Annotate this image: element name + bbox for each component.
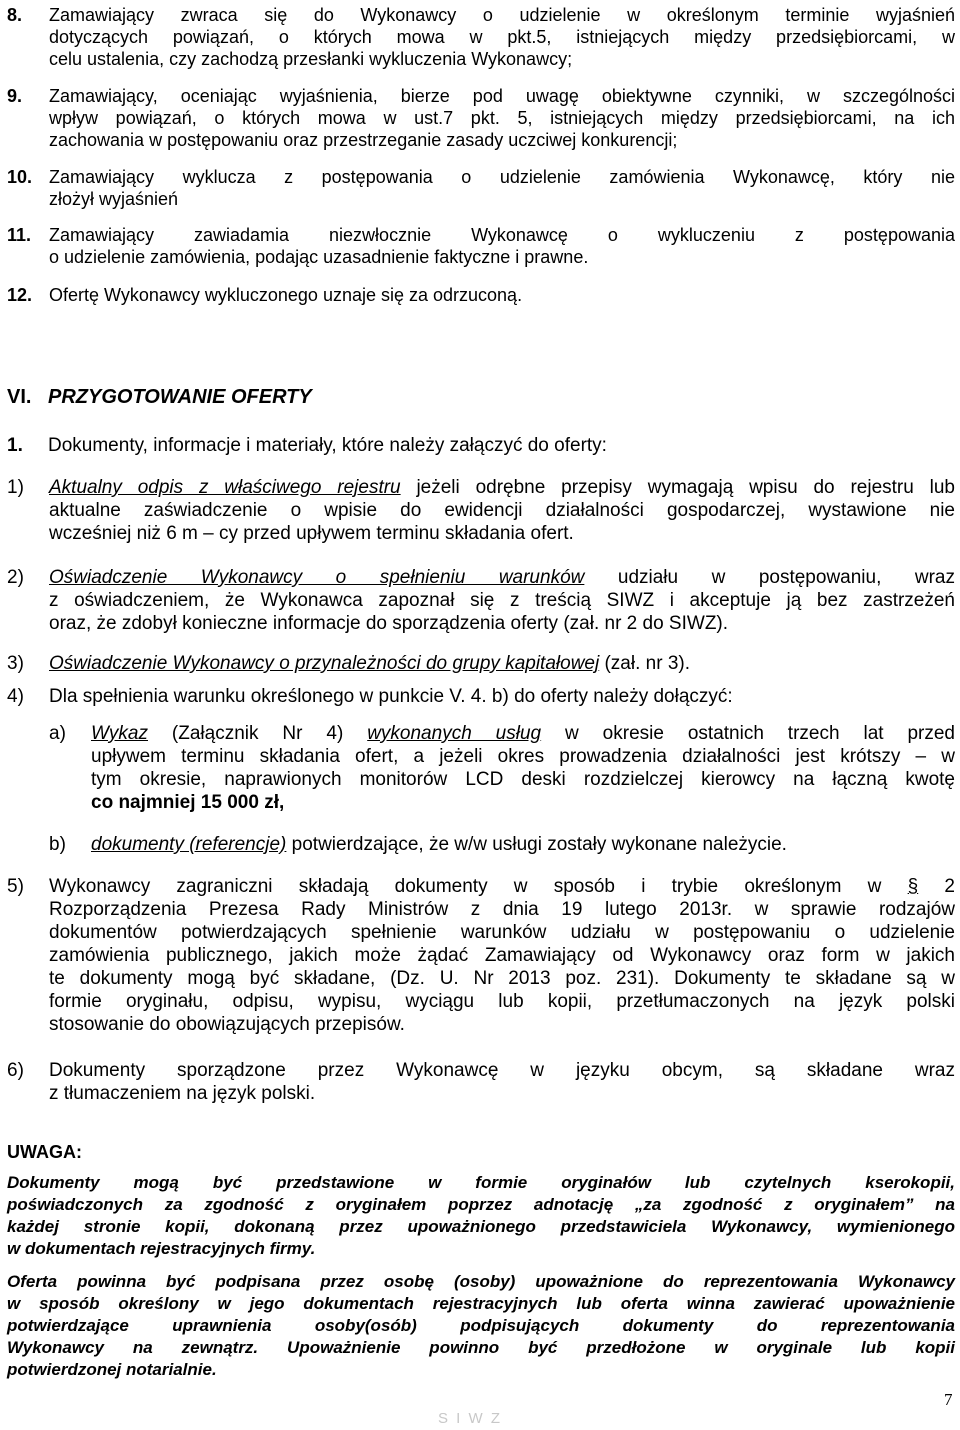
item-text: Zamawiający zwraca się do Wykonawcy o udzielenie w określonym terminie wyjaśnień dotyczących powiązań, o których mowa w pkt.5, istniejących między przedsiębiorcami, w celu ustalenia, czy zachodzą przesłanki wykluczenia Wykonawcy; [49, 5, 955, 69]
item-number: 10. [7, 167, 33, 187]
item-number: 9. [7, 86, 23, 106]
point-number: 1. [7, 435, 23, 456]
paragraph-sign: § [907, 876, 919, 897]
note-paragraph-2: Oferta powinna być podpisana przez osobę (osoby) upoważnione do reprezentowania Wykonawcy w sposób określony w jego dokumentach rejestracyjnych lub oferta winna zawierać upoważnienie potwierdzające uprawnienia osoby(osób) podpisujących dokumenty do reprezentowania Wykonawcy na zewnątrz. Upoważnienie powinno być przedłożone w oryginale lub kopii potwierdzonej notarialnie. [7, 1272, 955, 1379]
item-number: 12. [7, 285, 33, 305]
subitem-text: Oświadczenie Wykonawcy o przynależności do grupy kapitałowej (zał. nr 3). [49, 653, 691, 674]
section-number: VI. [7, 386, 32, 408]
item-text: Zamawiający zawiadamia niezwłocznie Wykonawcę o wykluczeniu z postępowania o udzielenie zamówienia, podając uzasadnienie faktyczne i prawne. [49, 225, 955, 267]
subitem-number: 3) [7, 653, 24, 674]
subitem-text: Aktualny odpis z właściwego rejestru jeżeli odrębne przepisy wymagają wpisu do rejestru lub aktualne zaświadczenie o wpisie do ewidencji działalności gospodarczej, wystawione nie wcześniej niż 6 m – cy przed upływem terminu składania ofert. [49, 477, 955, 544]
subitem-text: Dokumenty sporządzone przez Wykonawcę w języku obcym, są składane wraz z tłumaczeniem na język polski. [49, 1060, 955, 1104]
subitem-number: 5) [7, 876, 24, 897]
item-text: Ofertę Wykonawcy wykluczonego uznaje się za odrzuconą. [49, 285, 523, 305]
subitem-letter: a) [49, 723, 66, 744]
item-text: Zamawiający wyklucza z postępowania o udzielenie zamówienia Wykonawcę, który nie złożył wyjaśnień [49, 167, 955, 209]
item-number: 8. [7, 5, 23, 25]
note-paragraph-1: Dokumenty mogą być przedstawione w formie oryginałów lub czytelnych kserokopii, poświadczonych za zgodność z oryginałem poprzez adnotację „za zgodność z oryginałem” na każdej stronie kopii, dokonaną przez upoważnionego przedstawiciela Wykonawcy, wymienionego w dokumentach rejestracyjnych firmy. [7, 1173, 955, 1258]
subitem-number: 4) [7, 686, 24, 707]
section-title: PRZYGOTOWANIE OFERTY [48, 386, 312, 408]
subitem-number: 2) [7, 567, 24, 588]
amount-text: co najmniej 15 000 zł, [91, 792, 285, 813]
subitem-number: 6) [7, 1060, 24, 1081]
subitem-text: Dla spełnienia warunku określonego w punkcie V. 4. b) do oferty należy dołączyć: [49, 686, 733, 707]
document-name: wykonanych usług [367, 723, 542, 744]
note-heading: UWAGA: [7, 1142, 82, 1162]
document-name: Oświadczenie Wykonawcy o spełnieniu warunków [49, 567, 585, 588]
subitem-text: Wykonawcy zagraniczni składają dokumenty w sposób i trybie określonym w § 2 Rozporządzenia Prezesa Rady Ministrów z dnia 19 lutego 2013r. w sprawie rodzajów dokumentów potwierdzających spełnienie warunków udziału w postępowaniu o udzielenie zamówienia publicznego, jakich może żądać Zamawiający od Wykonawcy oraz form w jakich te dokumenty mogą być składane, (Dz. U. Nr 2013 poz. 231). Dokumenty te składane są w formie oryginału, odpisu, wypisu, wyciągu lub kopii, przetłumaczonych na język polski stosowanie do obowiązujących przepisów. [49, 876, 955, 1035]
document-name: Aktualny odpis z właściwego rejestru [49, 477, 401, 498]
item-text: Zamawiający, oceniając wyjaśnienia, bierze pod uwagę obiektywne czynniki, w szczególności wpływ powiązań, o których mowa w ust.7 pkt. 5, istniejących między przedsiębiorcami, na ich zachowania w postępowaniu oraz przestrzeganie zasady uczciwej konkurencji; [49, 86, 955, 150]
point-text: Dokumenty, informacje i materiały, które należy załączyć do oferty: [48, 435, 607, 456]
page-number: 7 [944, 1390, 953, 1409]
subitem-text: dokumenty (referencje) potwierdzające, że w/w usługi zostały wykonane należycie. [91, 834, 787, 855]
subitem-text: Wykaz (Załącznik Nr 4) wykonanych usług w okresie ostatnich trzech lat przed upływem terminu składania ofert, a jeżeli okres prowadzenia działalności jest krótszy – w tym okresie, naprawionych monitorów LCD deski rozdzielczej kierowcy na łączną kwotę co najmniej 15 000 zł, [91, 723, 955, 813]
document-name: dokumenty (referencje) [91, 834, 287, 855]
subitem-letter: b) [49, 834, 66, 855]
document-name: Wykaz [91, 723, 148, 744]
footer-text: S I W Z [438, 1410, 502, 1427]
subitem-number: 1) [7, 477, 24, 498]
document-name: Oświadczenie Wykonawcy o przynależności do grupy kapitałowej [49, 653, 600, 674]
item-number: 11. [7, 225, 32, 245]
subitem-text: Oświadczenie Wykonawcy o spełnieniu warunków udziału w postępowaniu, wraz z oświadczeniem, że Wykonawca zapoznał się z treścią SIWZ i akceptuje ją bez zastrzeżeń oraz, że zdobył konieczne informacje do sporządzenia oferty (zał. nr 2 do SIWZ). [49, 567, 955, 634]
